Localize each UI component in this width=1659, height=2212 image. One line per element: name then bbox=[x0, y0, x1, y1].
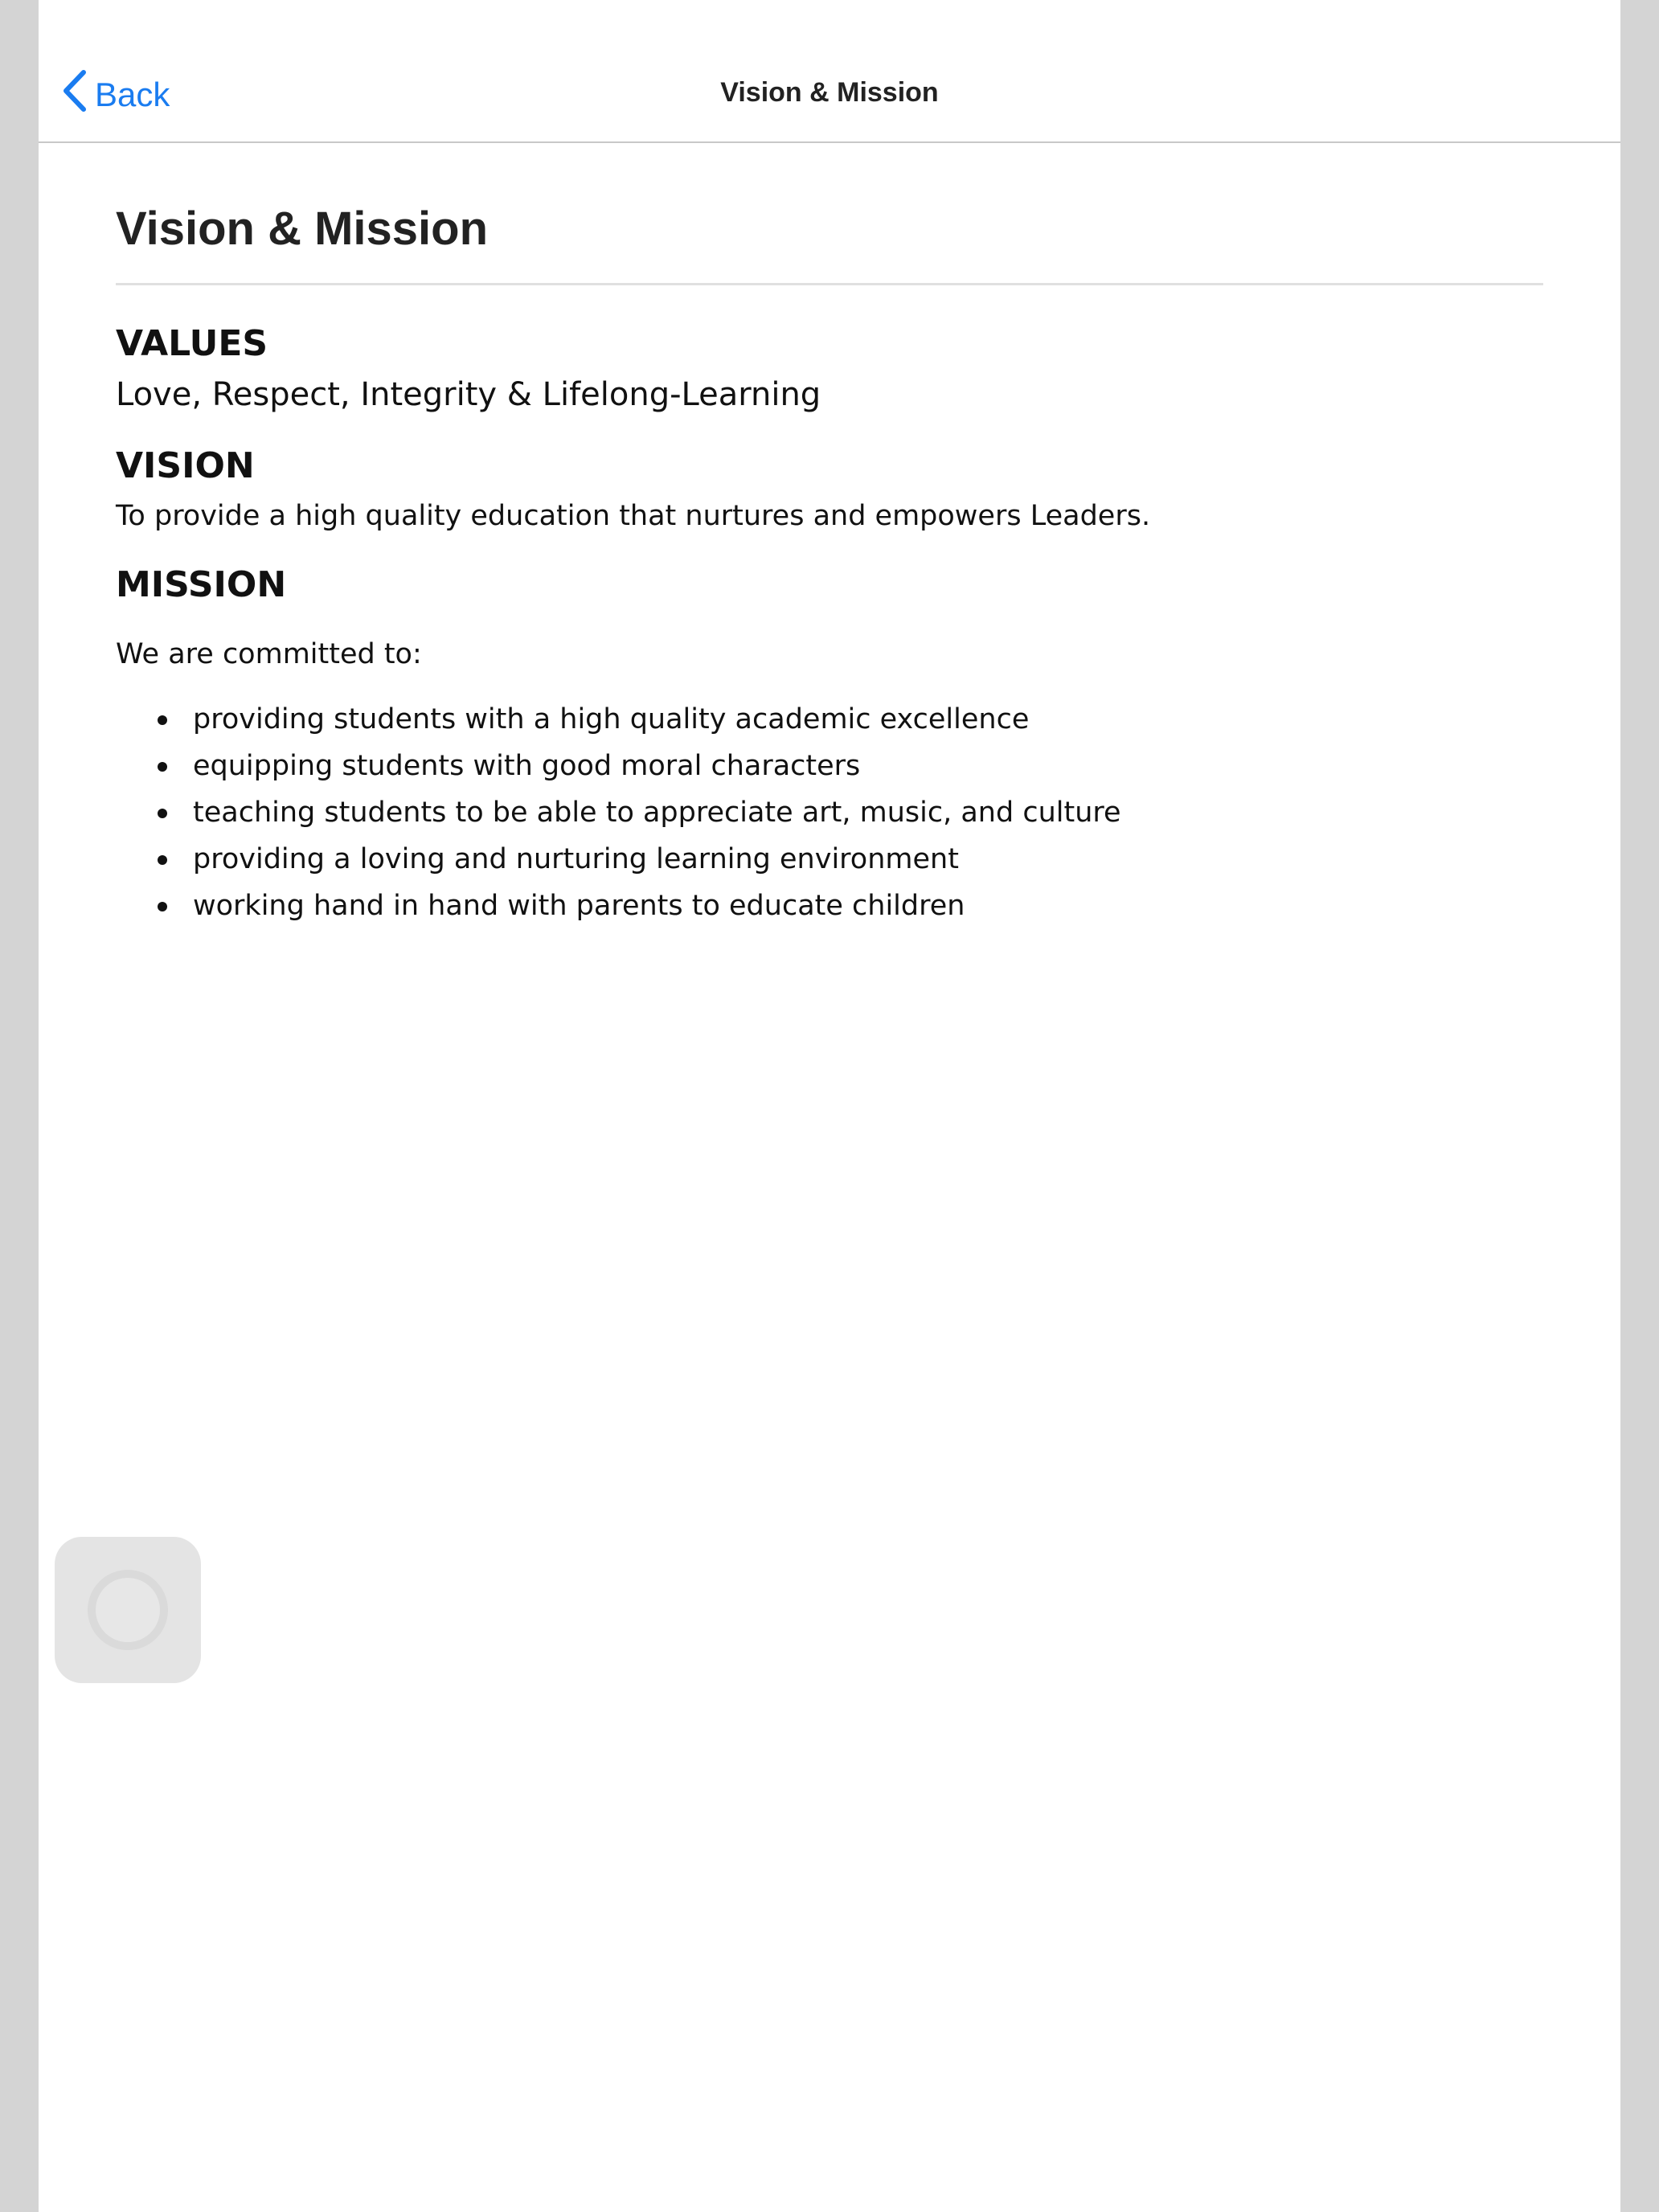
mission-list-item bbox=[116, 836, 1121, 883]
status-bar-backdrop bbox=[39, 0, 1620, 45]
navigation-bar bbox=[39, 45, 1620, 143]
mission-list bbox=[116, 696, 1121, 929]
content-area bbox=[116, 141, 1543, 922]
bullet-icon bbox=[158, 902, 167, 911]
vision-heading: VISION bbox=[116, 445, 255, 486]
page-sheet bbox=[39, 0, 1620, 2212]
mission-item-text: working hand in hand with parents to educate children bbox=[193, 890, 965, 922]
assistive-touch-icon bbox=[96, 1578, 160, 1642]
values-heading: VALUES bbox=[116, 323, 268, 364]
back-button-label: Back bbox=[95, 76, 170, 113]
mission-list-item bbox=[116, 789, 1121, 836]
mission-item-text: providing a loving and nurturing learning environment bbox=[193, 843, 959, 875]
mission-item-text: providing students with a high quality academic excellence bbox=[193, 703, 1030, 735]
mission-item-text: equipping students with good moral characters bbox=[193, 750, 861, 782]
nav-title: Vision & Mission bbox=[720, 77, 939, 108]
mission-list-item bbox=[116, 743, 1121, 789]
mission-item-text: teaching students to be able to appreciate art, music, and culture bbox=[193, 797, 1121, 829]
assistive-touch-button[interactable] bbox=[55, 1537, 201, 1683]
mission-intro: We are committed to: bbox=[116, 638, 422, 670]
bullet-icon bbox=[158, 715, 167, 725]
bullet-icon bbox=[158, 762, 167, 772]
title-divider bbox=[116, 283, 1543, 285]
mission-list-item bbox=[116, 883, 1121, 929]
mission-heading: MISSION bbox=[116, 564, 287, 605]
mission-list-item bbox=[116, 696, 1121, 743]
values-text: Love, Respect, Integrity & Lifelong-Learning bbox=[116, 376, 821, 413]
vision-text: To provide a high quality education that nurtures and empowers Leaders. bbox=[116, 500, 1151, 532]
bullet-icon bbox=[158, 809, 167, 818]
bullet-icon bbox=[158, 855, 167, 865]
page-title: Vision & Mission bbox=[116, 203, 489, 255]
